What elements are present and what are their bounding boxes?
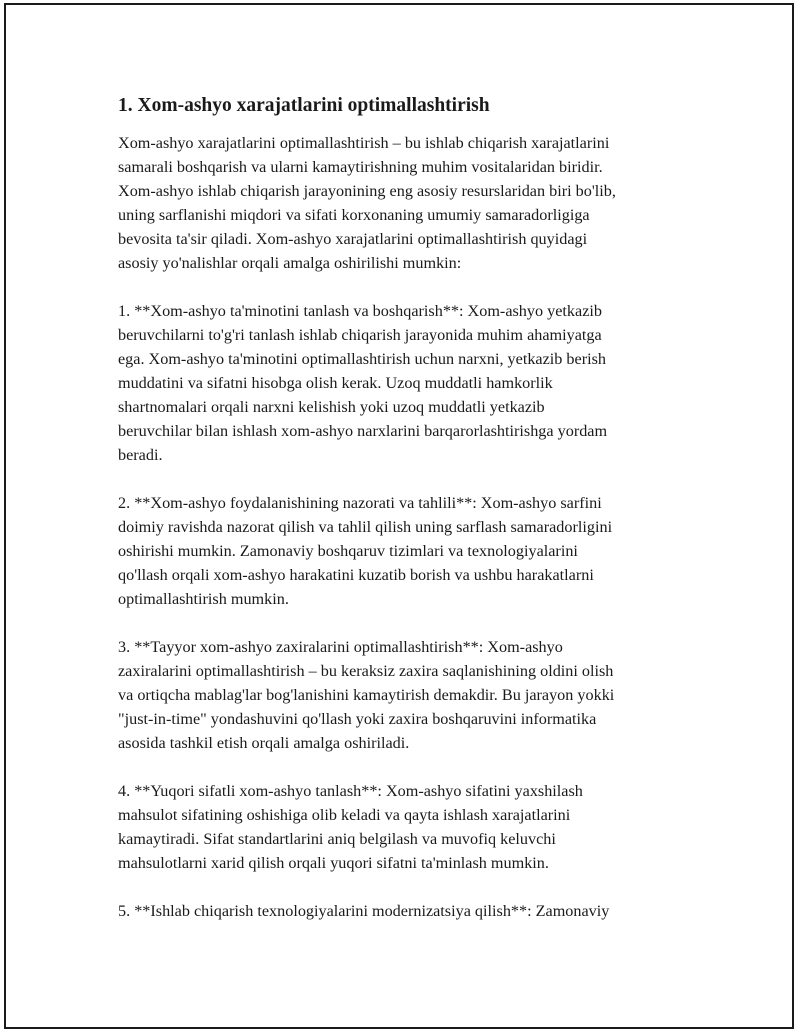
text-line: va ortiqcha mablag'lar bog'lanishini kamaytirish demakdir. Bu jarayon yokki — [118, 686, 615, 704]
text-line: beruvchilar bilan ishlash xom-ashyo narxlarini barqarorlashtirishga yordam — [118, 422, 608, 440]
text-line: muddatini va sifatni hisobga olish kerak. Uzoq muddatli hamkorlik — [118, 374, 553, 392]
text-line: samarali boshqarish va ularni kamaytirishning muhim vositalaridan biridir. — [118, 158, 603, 176]
text-line: asosiy yo'nalishlar orqali amalga oshirilishi mumkin: — [118, 254, 462, 272]
text-line: 2. **Xom-ashyo foydalanishining nazorati va tahlili**: Xom-ashyo sarfini — [118, 494, 602, 512]
text-line: 3. **Tayyor xom-ashyo zaxiralarini optimallashtirish**: Xom-ashyo — [118, 638, 563, 656]
text-line: zaxiralarini optimallashtirish – bu keraksiz zaxira saqlanishining oldini olish — [118, 662, 614, 680]
section-heading: 1. Xom-ashyo xarajatlarini optimallashtirish — [118, 95, 490, 116]
text-line: mahsulotlarni xarid qilish orqali yuqori sifatni ta'minlash mumkin. — [118, 854, 549, 872]
text-line: 1. **Xom-ashyo ta'minotini tanlash va boshqarish**: Xom-ashyo yetkazib — [118, 302, 602, 320]
list-item-5-paragraph — [118, 899, 698, 923]
list-item-1-paragraph — [118, 299, 698, 467]
list-item-2-paragraph — [118, 491, 698, 611]
text-line: kamaytiradi. Sifat standartlarini aniq belgilash va muvofiq keluvchi — [118, 830, 556, 848]
text-line: ega. Xom-ashyo ta'minotini optimallashtirish uchun narxni, yetkazib berish — [118, 350, 606, 368]
text-line: 4. **Yuqori sifatli xom-ashyo tanlash**: Xom-ashyo sifatini yaxshilash — [118, 782, 583, 800]
text-line: uning sarflanishi miqdori va sifati korxonaning umumiy samaradorligiga — [118, 206, 590, 224]
intro-paragraph — [118, 131, 698, 275]
text-line: bevosita ta'sir qiladi. Xom-ashyo xarajatlarini optimallashtirish quyidagi — [118, 230, 588, 248]
text-line: beruvchilarni to'g'ri tanlash ishlab chiqarish jarayonida muhim ahamiyatga — [118, 326, 602, 344]
text-line: "just-in-time" yondashuvini qo'llash yoki zaxira boshqaruvini informatika — [118, 710, 597, 728]
list-item-4-paragraph — [118, 779, 698, 875]
text-line: Xom-ashyo ishlab chiqarish jarayonining eng asosiy resurslaridan biri bo'lib, — [118, 182, 616, 200]
text-line: mahsulot sifatining oshishiga olib keladi va qayta ishlash xarajatlarini — [118, 806, 571, 824]
text-line: optimallashtirish mumkin. — [118, 590, 289, 608]
text-line: doimiy ravishda nazorat qilish va tahlil qilish uning sarflash samaradorligini — [118, 518, 613, 536]
text-line: oshirishi mumkin. Zamonaviy boshqaruv tizimlari va texnologiyalarini — [118, 542, 578, 560]
text-line: beradi. — [118, 446, 163, 464]
text-line: shartnomalari orqali narxni kelishish yoki uzoq muddatli yetkazib — [118, 398, 545, 416]
text-line: 5. **Ishlab chiqarish texnologiyalarini modernizatsiya qilish**: Zamonaviy — [118, 902, 610, 920]
list-item-3-paragraph — [118, 635, 698, 755]
text-line: Xom-ashyo xarajatlarini optimallashtirish – bu ishlab chiqarish xarajatlarini — [118, 134, 610, 152]
text-line: qo'llash orqali xom-ashyo harakatini kuzatib borish va ushbu harakatlarni — [118, 566, 594, 584]
text-line: asosida tashkil etish orqali amalga oshiriladi. — [118, 734, 410, 752]
document-body — [118, 92, 698, 947]
